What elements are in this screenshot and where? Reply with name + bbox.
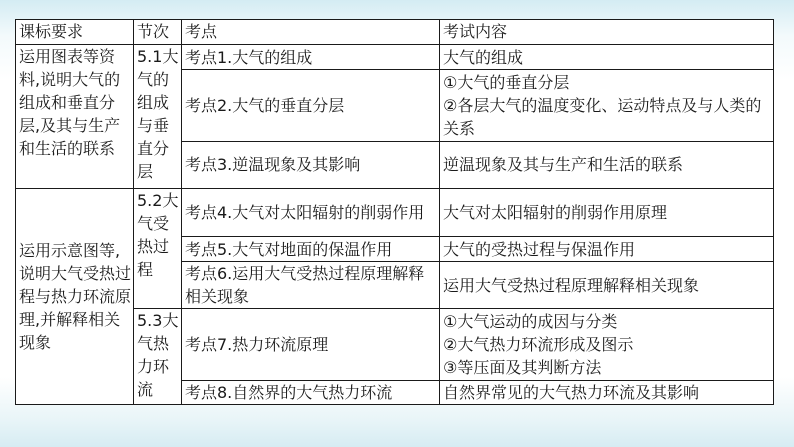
table-header-row <box>16 20 774 45</box>
requirement-cell: 运用图表等资料,说明大气的组成和垂直分层,及其与生产和生活的联系 <box>16 45 134 188</box>
point-cell: 考点5.大气对地面的保温作用 <box>182 237 440 261</box>
content-line: 逆温现象及其与生产和生活的联系 <box>443 155 684 175</box>
point-cell: 考点8.自然界的大气热力环流 <box>182 380 440 404</box>
header-point: 考点 <box>182 20 440 45</box>
section-cell: 5.3大气热力环流 <box>134 309 182 405</box>
point-cell: 考点6.运用大气受热过程原理解释相关现象 <box>182 261 440 309</box>
table-row <box>16 188 774 237</box>
content-line: ①大气运动的成因与分类 <box>443 312 618 331</box>
header-content: 考试内容 <box>440 20 774 45</box>
content-line: ③等压面及其判断方法 <box>443 358 602 377</box>
content-cell <box>440 188 774 237</box>
point-cell: 考点1.大气的组成 <box>182 45 440 69</box>
content-cell <box>440 380 774 404</box>
header-requirement: 课标要求 <box>16 20 134 45</box>
content-cell <box>440 69 774 141</box>
content-line: 大气对太阳辐射的削弱作用原理 <box>443 202 668 222</box>
content-cell <box>440 309 774 380</box>
content-line: 自然界常见的大气热力环流及其影响 <box>443 382 700 402</box>
content-line: 运用大气受热过程原理解释相关现象 <box>443 275 700 295</box>
table-row <box>16 45 774 69</box>
content-line: ①大气的垂直分层 <box>443 72 570 92</box>
content-cell <box>440 141 774 188</box>
content-cell <box>440 45 774 69</box>
content-line: ②各层大气的温度变化、运动特点及与人类的关系 <box>443 95 762 138</box>
content-line: ②大气热力环流形成及图示 <box>443 335 634 354</box>
syllabus-table <box>15 19 774 405</box>
content-line: 大气的组成 <box>443 47 524 67</box>
point-cell: 考点7.热力环流原理 <box>182 309 440 380</box>
header-section: 节次 <box>134 20 182 45</box>
point-cell: 考点4.大气对太阳辐射的削弱作用 <box>182 188 440 237</box>
content-line: 大气的受热过程与保温作用 <box>443 239 636 259</box>
point-cell: 考点2.大气的垂直分层 <box>182 69 440 141</box>
content-cell <box>440 237 774 261</box>
point-cell: 考点3.逆温现象及其影响 <box>182 141 440 188</box>
requirement-cell: 运用示意图等,说明大气受热过程与热力环流原理,并解释相关现象 <box>16 188 134 404</box>
content-cell <box>440 261 774 309</box>
section-cell: 5.2大气受热过程 <box>134 188 182 309</box>
section-cell: 5.1大气的组成与垂直分层 <box>134 45 182 188</box>
